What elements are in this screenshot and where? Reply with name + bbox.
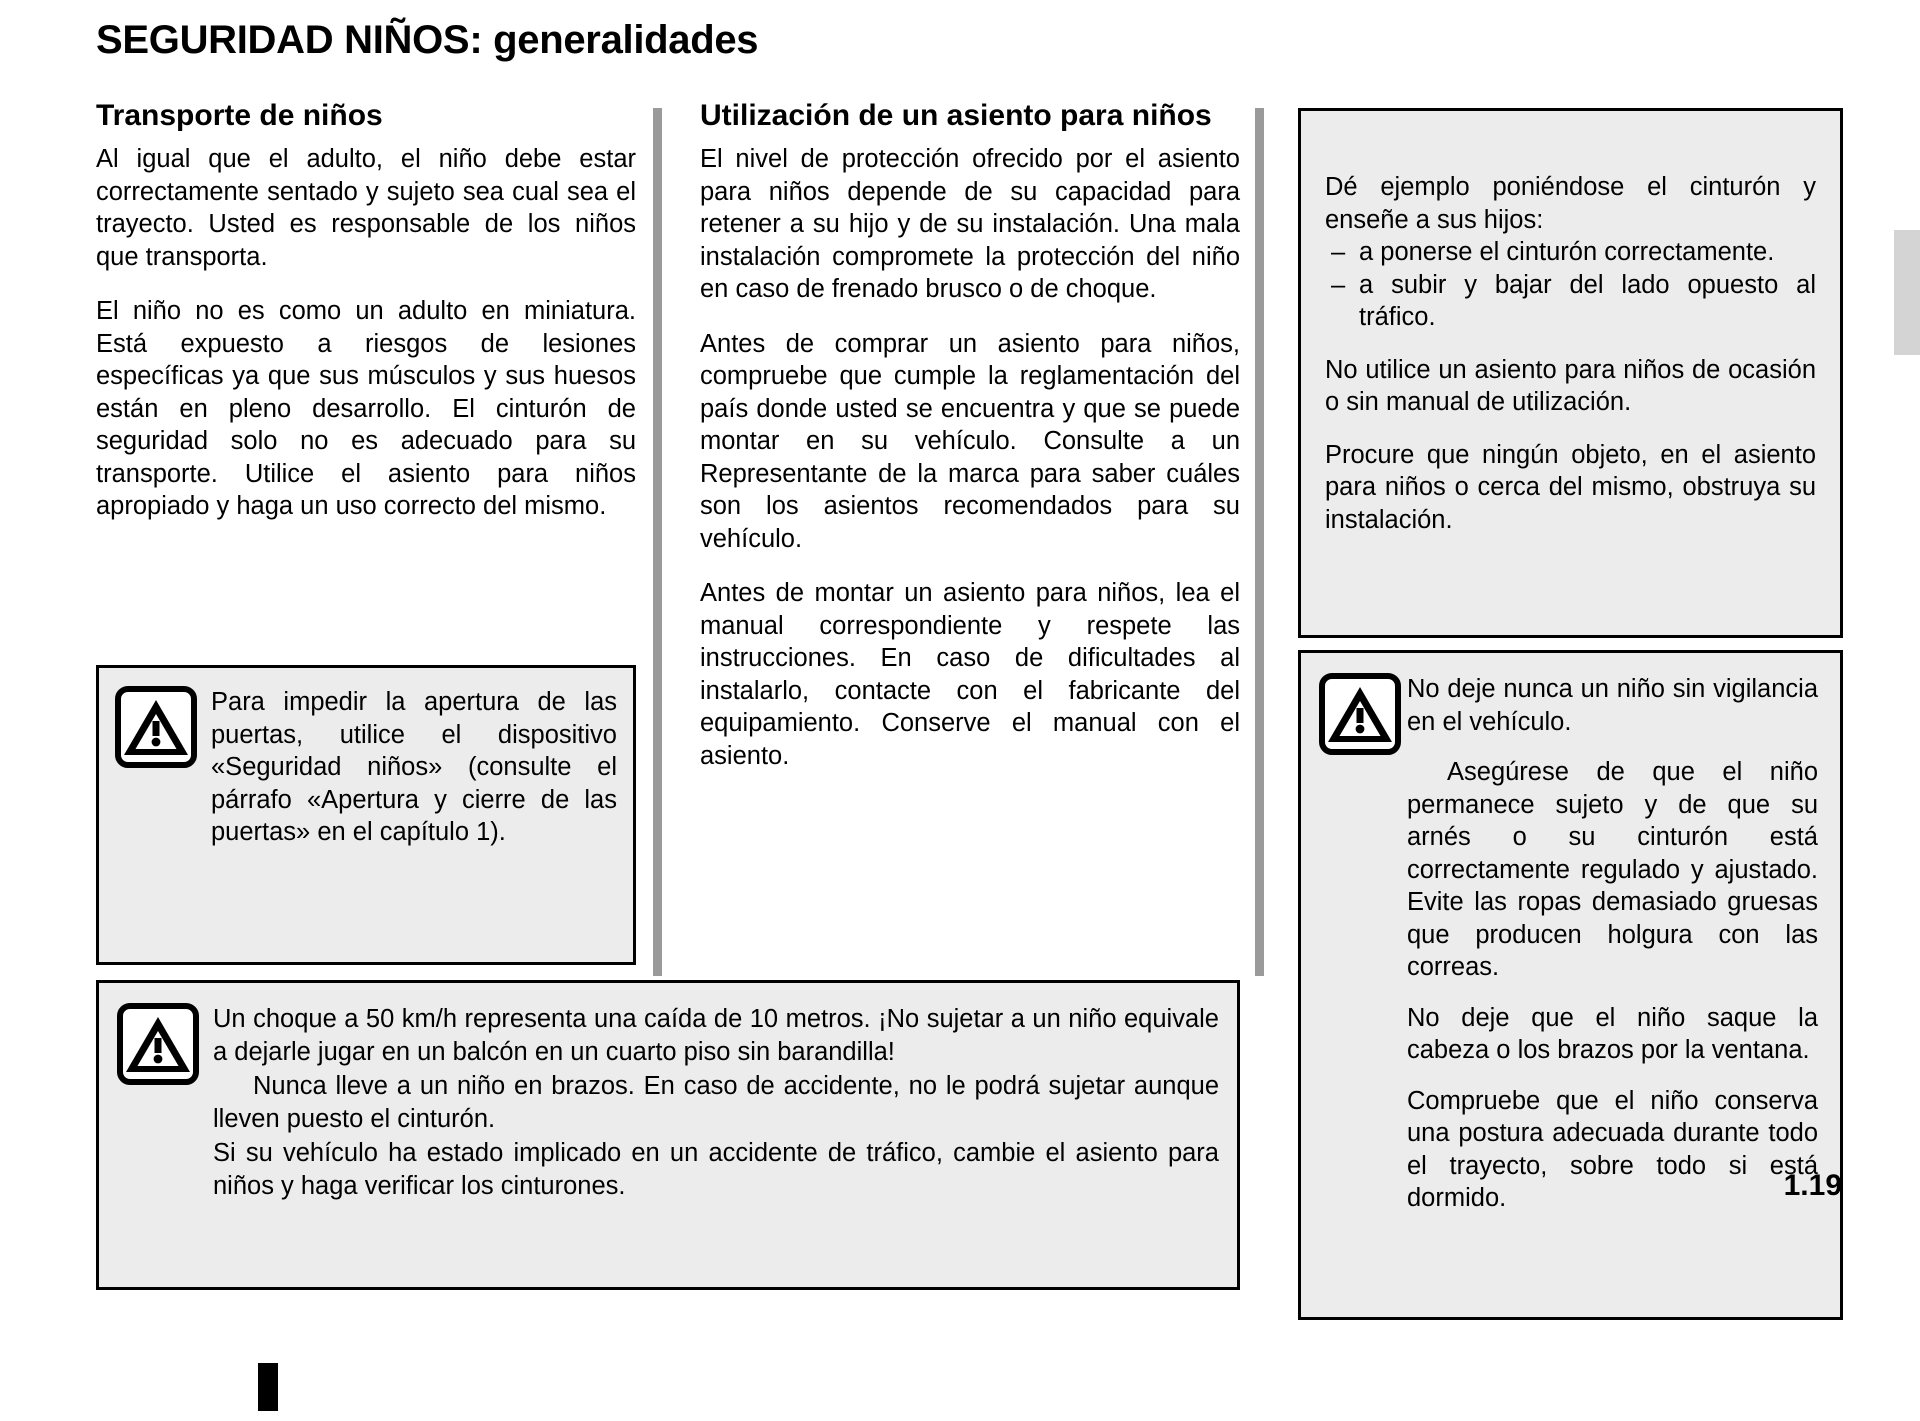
column-divider-1 bbox=[653, 108, 662, 976]
chapter-edge-tab bbox=[1894, 230, 1920, 355]
info-box-set-example bbox=[1298, 108, 1843, 638]
warning-text: Compruebe que el niño conserva una postura adecuada durante todo el trayecto, sobre todo si está dormido. bbox=[1407, 1086, 1818, 1212]
warning-text: No deje que el niño saque la cabeza o los brazos por la ventana. bbox=[1407, 1003, 1818, 1064]
warning-triangle-icon bbox=[115, 686, 197, 773]
page-title: SEGURIDAD NIÑOS: generalidades bbox=[96, 18, 759, 62]
warning-triangle-icon bbox=[1319, 673, 1401, 760]
column-transporte-de-ninos bbox=[96, 98, 636, 523]
list-item: – a ponerse el cinturón correctamente. bbox=[1325, 236, 1816, 269]
list-item: – a subir y bajar del lado opuesto al tráfico. bbox=[1325, 269, 1816, 334]
warning-triangle-icon bbox=[117, 1003, 199, 1090]
warning-text: Si su vehículo ha estado implicado en un accidente de tráfico, cambie el asiento para niños y haga verificar los cinturones. bbox=[213, 1139, 1219, 1200]
warning-text: Nunca lleve a un niño en brazos. En caso de accidente, no le podrá sujetar aunque lleven puesto el cinturón. bbox=[213, 1072, 1219, 1133]
example-dash-list bbox=[1325, 236, 1816, 334]
paragraph: Antes de montar un asiento para niños, lea el manual correspondiente y respete las instrucciones. En caso de dificultades al instalarlo, contacte con el fabricante del equipamiento. Conserve el manual con el asiento. bbox=[700, 579, 1240, 770]
page-number: 1.19 bbox=[1783, 1169, 1842, 1202]
warning-box-crash bbox=[96, 980, 1240, 1290]
warning-text: Un choque a 50 km/h representa una caída de 10 metros. ¡No sujetar a un niño equivale a dejarle jugar en un balcón en un cuarto piso sin barandilla! bbox=[213, 1005, 1219, 1066]
warning-box-supervision bbox=[1298, 650, 1843, 1320]
paragraph: El nivel de protección ofrecido por el asiento para niños depende de su capacidad para retener a su hijo y de su instalación. Una mala instalación compromete la protección del niño en caso de frenado brusco o de choque. bbox=[700, 145, 1240, 304]
section-heading-transporte: Transporte de niños bbox=[96, 99, 383, 132]
warning-text: Asegúrese de que el niño permanece sujeto y de que su arnés o su cinturón está correctamente regulado y ajustado. Evite las ropas demasiado gruesas que producen holgura con las correas. bbox=[1407, 758, 1818, 981]
info-text: No utilice un asiento para niños de ocasión o sin manual de utilización. bbox=[1325, 355, 1816, 416]
column-divider-2 bbox=[1255, 108, 1264, 976]
info-text: Dé ejemplo poniéndose el cinturón y enseñe a sus hijos: bbox=[1325, 173, 1816, 234]
warning-text: No deje nunca un niño sin vigilancia en el vehículo. bbox=[1407, 675, 1818, 736]
paragraph: El niño no es como un adulto en miniatura. Está expuesto a riesgos de lesiones específicas ya que sus músculos y sus huesos están en pleno desarrollo. El cinturón de seguridad solo no es adecuado para su transporte. Utilice el asiento para niños apropiado y haga un uso correcto del mismo. bbox=[96, 297, 636, 521]
warning-text: Para impedir la apertura de las puertas, utilice el dispositivo «Seguridad niños» (consulte el párrafo «Apertura y cierre de las puertas» en el capítulo 1). bbox=[211, 688, 617, 846]
info-text: Procure que ningún objeto, en el asiento para niños o cerca del mismo, obstruya su instalación. bbox=[1325, 440, 1816, 534]
column-utilizacion-asiento bbox=[700, 98, 1240, 772]
warning-box-child-lock bbox=[96, 665, 636, 965]
print-registration-marker bbox=[258, 1363, 278, 1411]
paragraph: Antes de comprar un asiento para niños, compruebe que cumple la reglamentación del país donde usted se encuentra y que se puede montar en su vehículo. Consulte a un Representante de la marca para saber cuáles son los asientos recomendados para su vehículo. bbox=[700, 329, 1240, 553]
section-heading-utilizacion: Utilización de un asiento para niños bbox=[700, 99, 1212, 132]
paragraph: Al igual que el adulto, el niño debe estar correctamente sentado y sujeto sea cual sea el trayecto. Usted es responsable de los niños que transporta. bbox=[96, 145, 636, 271]
